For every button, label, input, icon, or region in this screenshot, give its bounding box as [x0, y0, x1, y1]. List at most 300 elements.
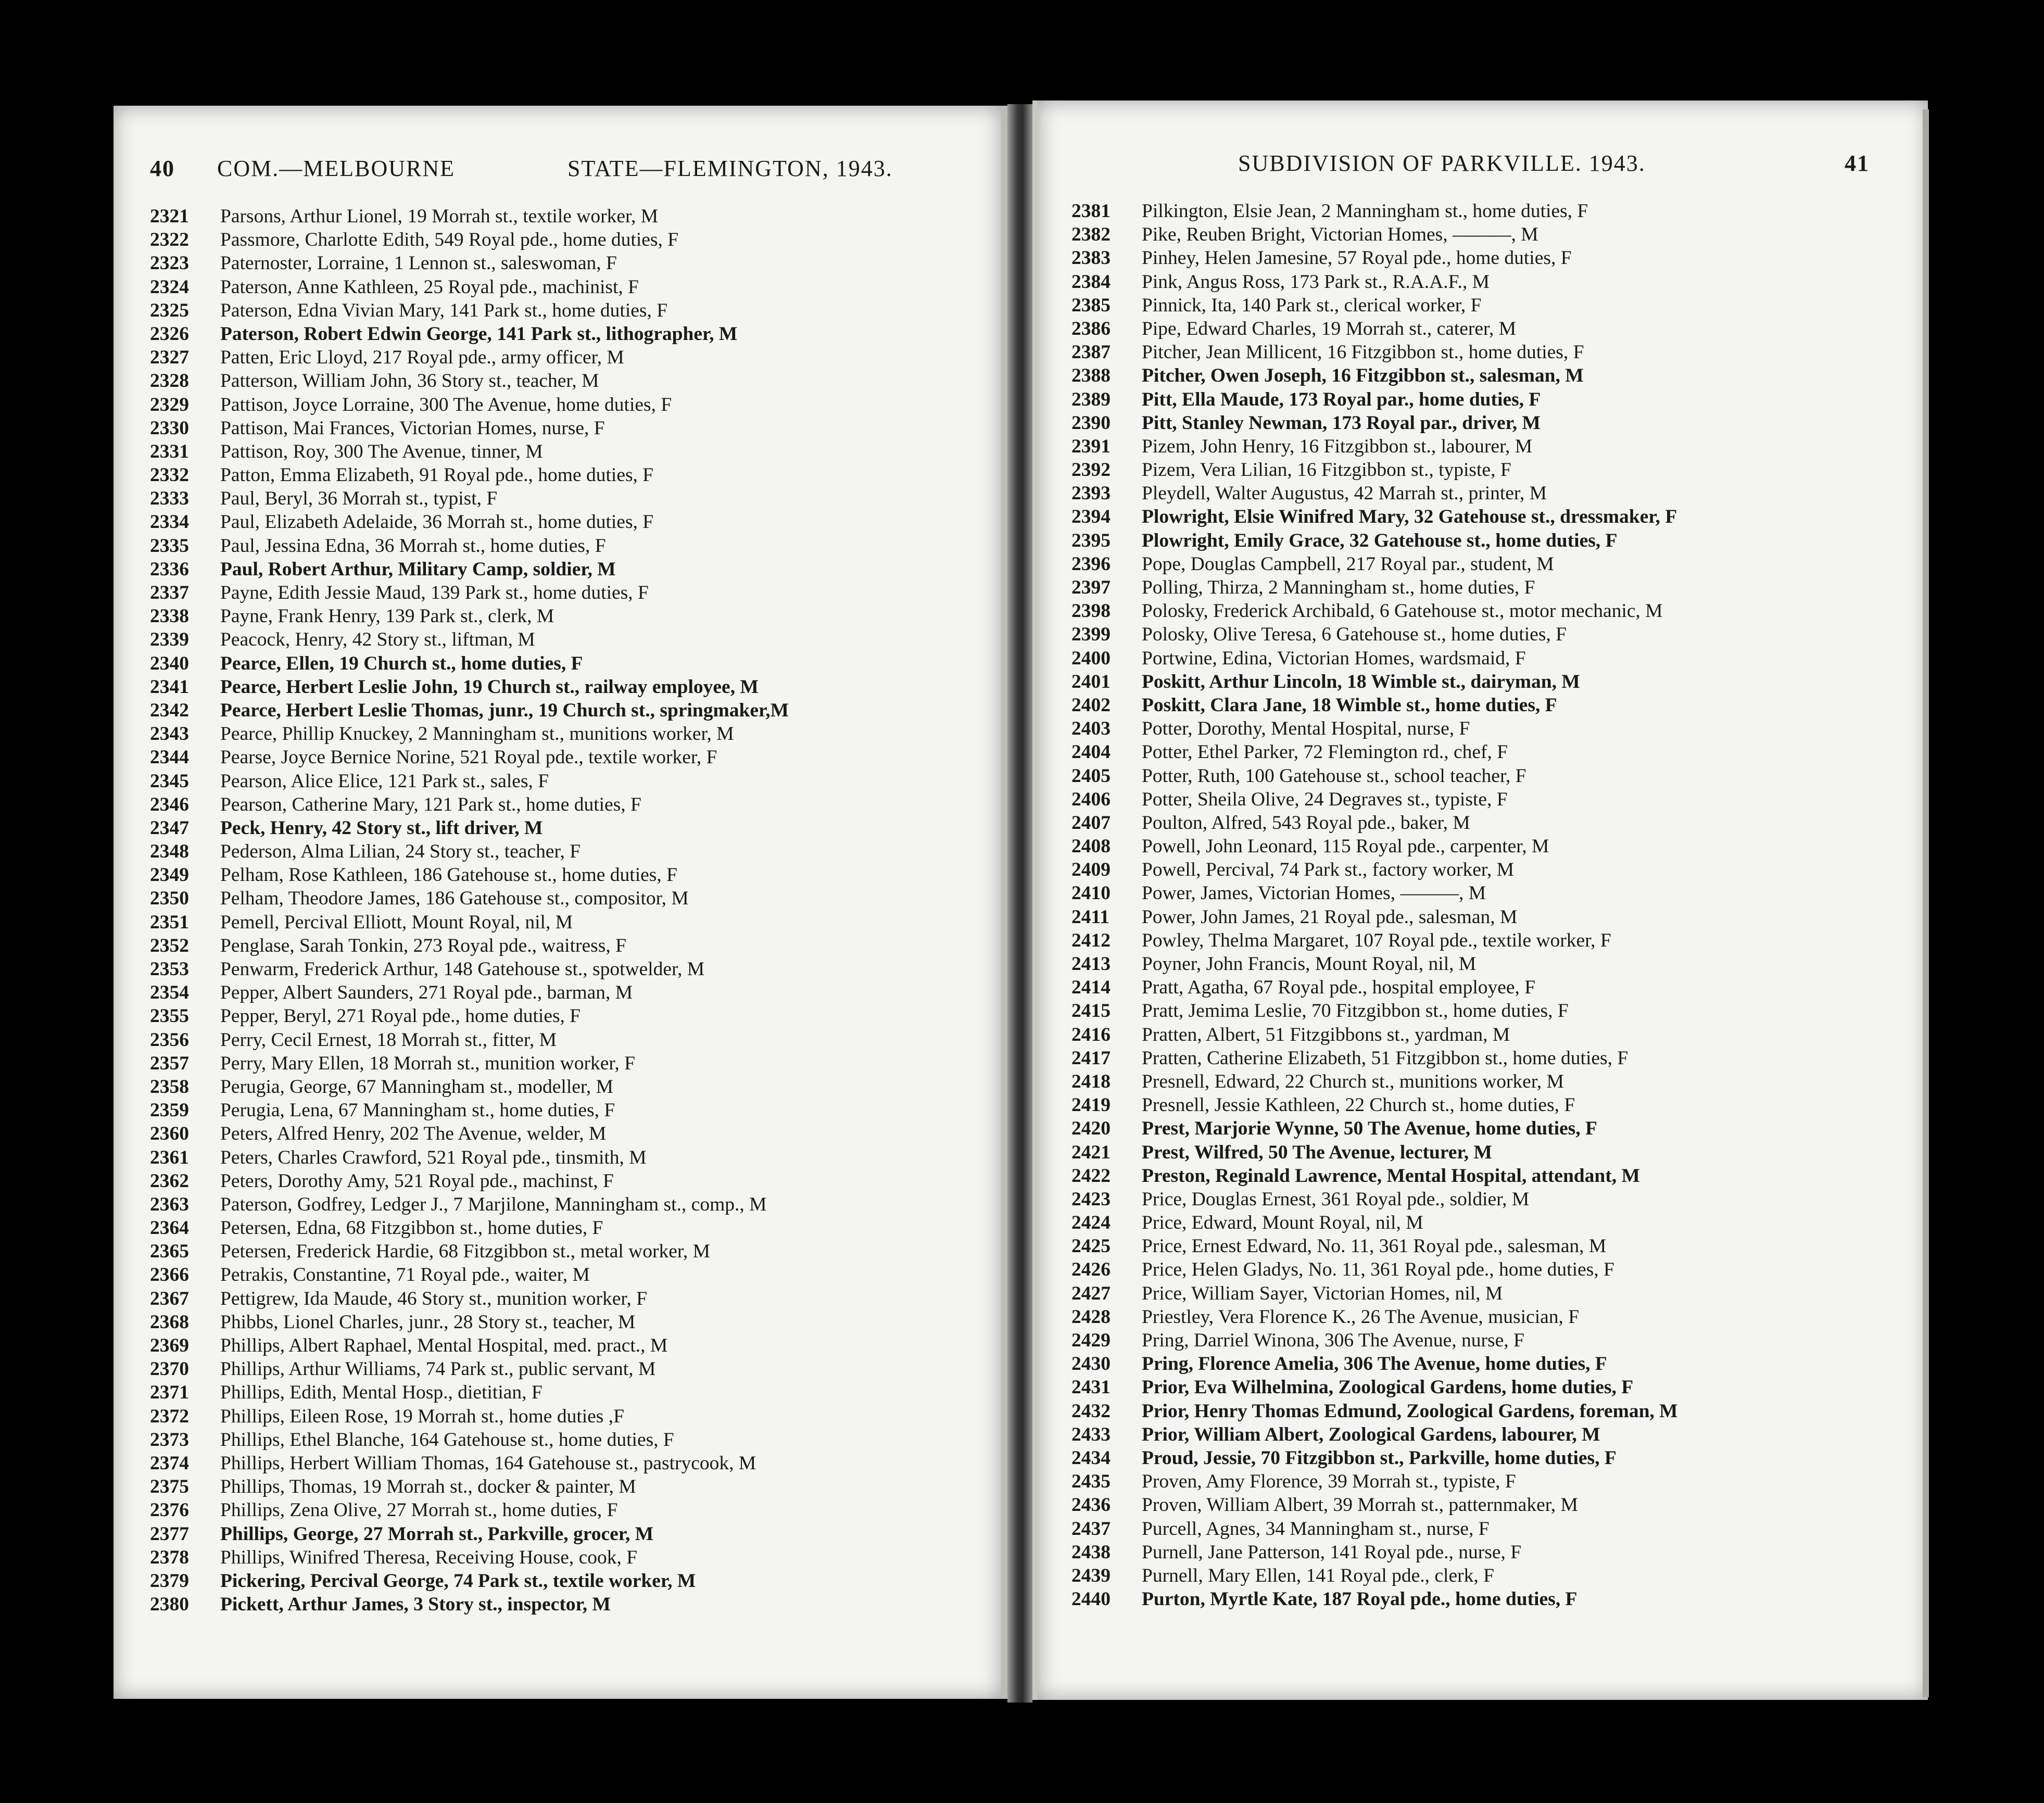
right-page-edge [1923, 109, 1929, 1697]
roll-entry [1071, 1329, 1678, 1352]
entry-text: Powell, John Leonard, 115 Royal pde., carpenter, M [1142, 836, 1549, 858]
entry-number: 2330 [150, 417, 189, 439]
entry-number: 2375 [150, 1476, 189, 1498]
entry-number: 2424 [1071, 1212, 1111, 1234]
entry-number: 2406 [1071, 788, 1111, 810]
roll-entry [1071, 223, 1678, 246]
entry-number: 2334 [150, 511, 189, 533]
right-page [1032, 100, 1928, 1700]
roll-entry [1071, 270, 1678, 294]
entry-number: 2379 [150, 1570, 189, 1592]
entry-text: Pitt, Ella Maude, 173 Royal par., home duties, F [1142, 388, 1541, 410]
roll-entry [1071, 929, 1678, 952]
roll-entry [1071, 529, 1678, 552]
roll-entry [1071, 764, 1678, 788]
entry-number: 2435 [1071, 1471, 1111, 1493]
entry-number: 2371 [150, 1382, 189, 1404]
entry-text: Plowright, Emily Grace, 32 Gatehouse st., home duties, F [1142, 529, 1618, 551]
roll-entry [150, 322, 789, 346]
roll-entry [1071, 1164, 1678, 1188]
entry-text: Pearce, Ellen, 19 Church st., home duties, F [220, 652, 583, 674]
entry-number: 2356 [150, 1029, 189, 1051]
entry-text: Perugia, George, 67 Manningham st., modeller, M [220, 1076, 613, 1098]
roll-entry [150, 1099, 789, 1122]
entry-text: Phillips, Herbert William Thomas, 164 Gatehouse st., pastrycook, M [220, 1452, 756, 1474]
entry-number: 2326 [150, 323, 189, 345]
roll-entry [1071, 364, 1678, 387]
entry-number: 2403 [1071, 718, 1111, 740]
entry-number: 2409 [1071, 859, 1111, 881]
entry-text: Pearce, Phillip Knuckey, 2 Manningham st., munitions worker, M [220, 723, 734, 745]
entry-text: Phillips, George, 27 Morrah st., Parkville, grocer, M [220, 1523, 654, 1545]
entry-text: Phibbs, Lionel Charles, junr., 28 Story st., teacher, M [220, 1311, 636, 1333]
roll-entry [1071, 788, 1678, 811]
entry-text: Prior, Henry Thomas Edmund, Zoological Gardens, foreman, M [1142, 1400, 1678, 1422]
roll-entry [150, 393, 789, 417]
entry-number: 2419 [1071, 1094, 1111, 1116]
entry-text: Phillips, Eileen Rose, 19 Morrah st., home duties ,F [220, 1405, 625, 1427]
entry-number: 2345 [150, 770, 189, 792]
roll-entry [1071, 976, 1678, 999]
right-page-header [1238, 150, 1646, 176]
entry-number: 2351 [150, 911, 189, 933]
entry-number: 2381 [1071, 200, 1111, 222]
entry-text: Pederson, Alma Lilian, 24 Story st., teacher, F [220, 841, 581, 863]
entry-number: 2372 [150, 1405, 189, 1427]
left-header-title: COM.—MELBOURNE [217, 156, 456, 181]
roll-entry [1071, 811, 1678, 835]
entry-text: Peters, Charles Crawford, 521 Royal pde., tinsmith, M [220, 1146, 647, 1168]
entry-number: 2329 [150, 394, 189, 415]
roll-entry [1071, 881, 1678, 905]
entry-text: Phillips, Zena Olive, 27 Morrah st., home duties, F [220, 1499, 618, 1521]
entry-text: Polosky, Frederick Archibald, 6 Gatehouse st., motor mechanic, M [1142, 600, 1663, 622]
left-page-number: 40 [150, 156, 175, 181]
entry-text: Phillips, Arthur Williams, 74 Park st., public servant, M [220, 1358, 656, 1380]
roll-entry [1071, 1493, 1678, 1517]
entry-number: 2376 [150, 1499, 189, 1521]
entry-number: 2383 [1071, 247, 1111, 269]
entry-number: 2369 [150, 1335, 189, 1356]
right-page-number: 41 [1845, 150, 1870, 176]
entry-number: 2412 [1071, 929, 1111, 951]
entry-text: Pope, Douglas Campbell, 217 Royal par., student, M [1142, 553, 1554, 575]
roll-entry [150, 534, 789, 558]
entry-text: Potter, Sheila Olive, 24 Degraves st., typiste, F [1142, 788, 1508, 810]
entry-text: Price, Edward, Mount Royal, nil, M [1142, 1212, 1423, 1234]
roll-entry [150, 275, 789, 299]
roll-entry [1071, 1070, 1678, 1093]
entry-text: Pearce, Herbert Leslie John, 19 Church st., railway employee, M [220, 676, 759, 698]
entry-text: Pratt, Jemima Leslie, 70 Fitzgibbon st., home duties, F [1142, 1000, 1569, 1022]
entry-text: Potter, Dorothy, Mental Hospital, nurse, F [1142, 718, 1470, 740]
entry-number: 2346 [150, 793, 189, 815]
entry-number: 2417 [1071, 1047, 1111, 1069]
entry-text: Pattison, Joyce Lorraine, 300 The Avenue, home duties, F [220, 394, 672, 415]
entry-number: 2386 [1071, 318, 1111, 339]
roll-entry [150, 981, 789, 1004]
entry-number: 2387 [1071, 342, 1111, 363]
roll-entry [1071, 1376, 1678, 1399]
entry-text: Prior, William Albert, Zoological Gardens, labourer, M [1142, 1423, 1600, 1445]
entry-number: 2340 [150, 652, 189, 674]
roll-entry [150, 1334, 789, 1357]
entry-text: Phillips, Winifred Theresa, Receiving House, cook, F [220, 1546, 638, 1568]
roll-entry [1071, 388, 1678, 411]
entry-number: 2321 [150, 206, 189, 227]
entry-number: 2405 [1071, 765, 1111, 787]
entry-number: 2343 [150, 723, 189, 745]
entry-text: Pipe, Edward Charles, 19 Morrah st., caterer, M [1142, 318, 1517, 339]
entry-number: 2400 [1071, 647, 1111, 669]
entry-text: Pattison, Mai Frances, Victorian Homes, nurse, F [220, 417, 605, 439]
roll-entry [150, 1569, 789, 1593]
entry-text: Pearce, Herbert Leslie Thomas, junr., 19 Church st., springmaker,M [220, 699, 789, 721]
entry-number: 2440 [1071, 1588, 1111, 1610]
entry-text: Pink, Angus Ross, 173 Park st., R.A.A.F., M [1142, 271, 1490, 293]
entry-number: 2331 [150, 440, 189, 462]
roll-entry [150, 911, 789, 934]
entry-text: Paul, Robert Arthur, Military Camp, soldier, M [220, 558, 616, 580]
entry-text: Poyner, John Francis, Mount Royal, nil, M [1142, 953, 1477, 975]
entry-text: Peacock, Henry, 42 Story st., liftman, M [220, 629, 535, 651]
entry-number: 2428 [1071, 1306, 1111, 1328]
entry-number: 2416 [1071, 1024, 1111, 1045]
entry-number: 2342 [150, 699, 189, 721]
roll-entry [150, 1122, 789, 1145]
entry-number: 2429 [1071, 1330, 1111, 1351]
entry-text: Pepper, Albert Saunders, 271 Royal pde., barman, M [220, 982, 633, 1004]
entry-number: 2374 [150, 1452, 189, 1474]
roll-entry [1071, 1587, 1678, 1611]
entry-number: 2322 [150, 229, 189, 251]
entry-text: Pattison, Roy, 300 The Avenue, tinner, M [220, 440, 543, 462]
entry-number: 2377 [150, 1523, 189, 1545]
entry-number: 2410 [1071, 882, 1111, 904]
roll-entry [150, 1240, 789, 1263]
roll-entry [1071, 952, 1678, 976]
entry-text: Petersen, Frederick Hardie, 68 Fitzgibbon st., metal worker, M [220, 1241, 710, 1263]
roll-entry [1071, 717, 1678, 740]
entry-number: 2404 [1071, 741, 1111, 763]
roll-entry [150, 1475, 789, 1498]
entry-number: 2358 [150, 1076, 189, 1098]
entry-number: 2434 [1071, 1447, 1111, 1469]
roll-entry [150, 1193, 789, 1216]
roll-entry [150, 699, 789, 722]
entry-number: 2436 [1071, 1494, 1111, 1516]
entry-number: 2408 [1071, 836, 1111, 858]
entry-number: 2349 [150, 864, 189, 886]
entry-number: 2414 [1071, 977, 1111, 999]
entry-text: Perry, Mary Ellen, 18 Morrah st., munition worker, F [220, 1052, 635, 1074]
roll-entry [150, 863, 789, 887]
entry-text: Prest, Wilfred, 50 The Avenue, lecturer, M [1142, 1141, 1492, 1163]
roll-entry [1071, 1564, 1678, 1587]
roll-entry [1071, 411, 1678, 435]
entry-number: 2332 [150, 464, 189, 486]
roll-entry [1071, 317, 1678, 341]
roll-entry [1071, 1093, 1678, 1117]
roll-entry [150, 934, 789, 957]
entry-text: Poulton, Alfred, 543 Royal pde., baker, M [1142, 812, 1470, 834]
entry-text: Pettigrew, Ida Maude, 46 Story st., munition worker, F [220, 1288, 647, 1309]
entry-number: 2425 [1071, 1235, 1111, 1257]
entry-number: 2402 [1071, 694, 1111, 716]
entry-number: 2325 [150, 299, 189, 321]
entry-number: 2415 [1071, 1000, 1111, 1022]
roll-entry [150, 770, 789, 793]
entry-text: Phillips, Edith, Mental Hosp., dietitian, F [220, 1382, 542, 1404]
entry-number: 2337 [150, 582, 189, 603]
roll-entry [1071, 1047, 1678, 1070]
roll-entry [150, 558, 789, 581]
entry-number: 2392 [1071, 459, 1111, 481]
entry-number: 2350 [150, 888, 189, 910]
roll-entry [150, 205, 789, 228]
entry-text: Phillips, Albert Raphael, Mental Hospital, med. pract., M [220, 1335, 668, 1356]
roll-entry [1071, 647, 1678, 670]
entry-number: 2438 [1071, 1541, 1111, 1563]
roll-entry [150, 604, 789, 628]
entry-number: 2324 [150, 276, 189, 298]
roll-entry [150, 1498, 789, 1522]
roll-entry [150, 346, 789, 369]
roll-entry [150, 1146, 789, 1169]
roll-entry [150, 1216, 789, 1240]
entry-text: Penglase, Sarah Tonkin, 273 Royal pde., waitress, F [220, 935, 626, 956]
entry-number: 2362 [150, 1170, 189, 1192]
entry-text: Potter, Ruth, 100 Gatehouse st., school teacher, F [1142, 765, 1526, 787]
entry-number: 2396 [1071, 553, 1111, 575]
entry-text: Price, Ernest Edward, No. 11, 361 Royal pde., salesman, M [1142, 1235, 1607, 1257]
entry-text: Presnell, Jessie Kathleen, 22 Church st., home duties, F [1142, 1094, 1575, 1116]
roll-entry [150, 1381, 789, 1404]
roll-entry [150, 793, 789, 816]
entry-number: 2394 [1071, 506, 1111, 528]
entry-text: Portwine, Edina, Victorian Homes, wardsmaid, F [1142, 647, 1526, 669]
entry-text: Paul, Beryl, 36 Morrah st., typist, F [220, 488, 498, 510]
entry-text: Perugia, Lena, 67 Manningham st., home duties, F [220, 1100, 615, 1121]
roll-entry [1071, 435, 1678, 458]
roll-entry [150, 1452, 789, 1475]
entry-text: Poskitt, Clara Jane, 18 Wimble st., home duties, F [1142, 694, 1557, 716]
roll-entry [150, 1428, 789, 1452]
entry-number: 2384 [1071, 271, 1111, 293]
entry-number: 2378 [150, 1546, 189, 1568]
entry-text: Pinnick, Ita, 140 Park st., clerical worker, F [1142, 294, 1482, 316]
entry-number: 2423 [1071, 1188, 1111, 1210]
roll-entry [150, 1028, 789, 1052]
entry-text: Passmore, Charlotte Edith, 549 Royal pde., home duties, F [220, 229, 679, 251]
entry-text: Pike, Reuben Bright, Victorian Homes, ———, M [1142, 224, 1538, 246]
roll-entry [150, 1075, 789, 1099]
entry-text: Petersen, Edna, 68 Fitzgibbon st., home duties, F [220, 1217, 603, 1239]
entry-text: Phillips, Ethel Blanche, 164 Gatehouse st., home duties, F [220, 1429, 674, 1451]
entry-number: 2418 [1071, 1070, 1111, 1092]
entry-number: 2397 [1071, 577, 1111, 598]
entry-text: Payne, Edith Jessie Maud, 139 Park st., home duties, F [220, 582, 649, 603]
entry-text: Proven, Amy Florence, 39 Morrah st., typiste, F [1142, 1471, 1516, 1493]
roll-entry [1071, 1352, 1678, 1376]
entry-number: 2328 [150, 370, 189, 392]
roll-entry [1071, 1470, 1678, 1493]
entry-number: 2399 [1071, 624, 1111, 646]
entry-number: 2365 [150, 1241, 189, 1263]
entry-text: Pizem, Vera Lilian, 16 Fitzgibbon st., typiste, F [1142, 459, 1511, 481]
entry-text: Pearse, Joyce Bernice Norine, 521 Royal pde., textile worker, F [220, 747, 717, 768]
roll-entry [150, 228, 789, 251]
roll-entry [150, 1546, 789, 1569]
entry-text: Paul, Elizabeth Adelaide, 36 Morrah st., home duties, F [220, 511, 654, 533]
entry-number: 2431 [1071, 1377, 1111, 1398]
entry-text: Paul, Jessina Edna, 36 Morrah st., home duties, F [220, 535, 606, 557]
entry-text: Paterson, Godfrey, Ledger J., 7 Marjilone, Manningham st., comp., M [220, 1193, 767, 1215]
entry-text: Paterson, Robert Edwin George, 141 Park st., lithographer, M [220, 323, 738, 345]
entry-number: 2323 [150, 253, 189, 274]
entry-number: 2347 [150, 817, 189, 839]
entry-text: Peters, Alfred Henry, 202 The Avenue, welder, M [220, 1123, 607, 1145]
left-header-subtitle: STATE—FLEMINGTON, 1943. [567, 156, 893, 181]
entry-number: 2367 [150, 1288, 189, 1309]
entry-number: 2401 [1071, 671, 1111, 692]
entry-number: 2380 [150, 1594, 189, 1616]
entry-text: Paterson, Edna Vivian Mary, 141 Park st., home duties, F [220, 299, 668, 321]
entry-text: Polling, Thirza, 2 Manningham st., home duties, F [1142, 577, 1535, 598]
entry-number: 2341 [150, 676, 189, 698]
roll-entry [150, 722, 789, 746]
roll-entry [1071, 1211, 1678, 1234]
entry-number: 2411 [1071, 906, 1109, 928]
entry-text: Patten, Eric Lloyd, 217 Royal pde., army officer, M [220, 347, 624, 369]
entry-number: 2363 [150, 1193, 189, 1215]
entry-text: Parsons, Arthur Lionel, 19 Morrah st., textile worker, M [220, 206, 659, 227]
entry-text: Pring, Darriel Winona, 306 The Avenue, nurse, F [1142, 1330, 1524, 1351]
entry-number: 2355 [150, 1005, 189, 1027]
entry-number: 2430 [1071, 1353, 1111, 1375]
roll-entry [150, 1263, 789, 1287]
roll-entry [150, 1052, 789, 1075]
roll-entry [1071, 858, 1678, 881]
entry-text: Pleydell, Walter Augustus, 42 Marrah st., printer, M [1142, 483, 1547, 505]
entry-text: Purcell, Agnes, 34 Manningham st., nurse, F [1142, 1518, 1490, 1540]
roll-entry [150, 957, 789, 981]
entry-text: Petrakis, Constantine, 71 Royal pde., waiter, M [220, 1264, 590, 1286]
entry-number: 2388 [1071, 365, 1111, 387]
entry-text: Pemell, Percival Elliott, Mount Royal, nil, M [220, 911, 573, 933]
entry-text: Price, Helen Gladys, No. 11, 361 Royal pde., home duties, F [1142, 1259, 1614, 1281]
roll-entry [150, 1169, 789, 1193]
entry-text: Peck, Henry, 42 Story st., lift driver, M [220, 817, 543, 839]
entry-text: Preston, Reginald Lawrence, Mental Hospital, attendant, M [1142, 1165, 1640, 1187]
entry-number: 2385 [1071, 294, 1111, 316]
roll-entry [1071, 1517, 1678, 1541]
roll-entry [1071, 999, 1678, 1023]
entry-text: Paternoster, Lorraine, 1 Lennon st., saleswoman, F [220, 253, 617, 274]
entry-number: 2336 [150, 558, 189, 580]
entry-text: Payne, Frank Henry, 139 Park st., clerk, M [220, 606, 554, 627]
entry-number: 2370 [150, 1358, 189, 1380]
roll-entry [1071, 199, 1678, 223]
entry-number: 2432 [1071, 1400, 1111, 1422]
roll-entry [1071, 1446, 1678, 1470]
roll-entry [150, 487, 789, 510]
left-page-header [150, 155, 893, 182]
entry-number: 2360 [150, 1123, 189, 1145]
right-entry-list [1071, 199, 1678, 1611]
entry-text: Power, James, Victorian Homes, ———, M [1142, 882, 1486, 904]
entry-text: Proven, William Albert, 39 Morrah st., patternmaker, M [1142, 1494, 1578, 1516]
entry-text: Plowright, Elsie Winifred Mary, 32 Gatehouse st., dressmaker, F [1142, 506, 1677, 528]
roll-entry [1071, 1258, 1678, 1281]
entry-number: 2426 [1071, 1259, 1111, 1281]
entry-text: Polosky, Olive Teresa, 6 Gatehouse st., home duties, F [1142, 624, 1567, 646]
entry-text: Poskitt, Arthur Lincoln, 18 Wimble st., dairyman, M [1142, 671, 1580, 692]
roll-entry [1071, 1234, 1678, 1258]
entry-text: Purnell, Mary Ellen, 141 Royal pde., clerk, F [1142, 1565, 1494, 1586]
entry-number: 2353 [150, 959, 189, 980]
entry-text: Purton, Myrtle Kate, 187 Royal pde., home duties, F [1142, 1588, 1578, 1610]
entry-text: Patterson, William John, 36 Story st., teacher, M [220, 370, 599, 392]
entry-number: 2413 [1071, 953, 1111, 975]
roll-entry [150, 1310, 789, 1334]
roll-entry [1071, 1282, 1678, 1305]
entry-text: Pratten, Albert, 51 Fitzgibbons st., yardman, M [1142, 1024, 1510, 1045]
entry-text: Pratten, Catherine Elizabeth, 51 Fitzgibbon st., home duties, F [1142, 1047, 1629, 1069]
roll-entry [1071, 246, 1678, 270]
roll-entry [150, 1405, 789, 1428]
roll-entry [150, 1004, 789, 1028]
entry-text: Pearson, Catherine Mary, 121 Park st., home duties, F [220, 793, 641, 815]
right-header-title: SUBDIVISION OF PARKVILLE. 1943. [1238, 150, 1646, 176]
roll-entry [1071, 576, 1678, 599]
roll-entry [1071, 1023, 1678, 1047]
roll-entry [1071, 694, 1678, 717]
entry-number: 2344 [150, 747, 189, 768]
roll-entry [150, 581, 789, 604]
entry-number: 2389 [1071, 388, 1111, 410]
roll-entry [150, 1593, 789, 1616]
roll-entry [150, 675, 789, 699]
roll-entry [150, 652, 789, 675]
roll-entry [1071, 1188, 1678, 1211]
roll-entry [150, 746, 789, 769]
entry-text: Pitcher, Owen Joseph, 16 Fitzgibbon st., salesman, M [1142, 365, 1584, 387]
entry-number: 2338 [150, 606, 189, 627]
entry-number: 2420 [1071, 1118, 1111, 1140]
roll-entry [150, 816, 789, 840]
entry-number: 2390 [1071, 412, 1111, 434]
entry-text: Pratt, Agatha, 67 Royal pde., hospital employee, F [1142, 977, 1536, 999]
roll-entry [1071, 623, 1678, 646]
roll-entry [1071, 1117, 1678, 1140]
entry-number: 2354 [150, 982, 189, 1004]
left-entry-list [150, 205, 789, 1616]
entry-number: 2366 [150, 1264, 189, 1286]
entry-number: 2407 [1071, 812, 1111, 834]
roll-entry [1071, 670, 1678, 694]
entry-text: Pizem, John Henry, 16 Fitzgibbon st., labourer, M [1142, 435, 1533, 457]
roll-entry [150, 510, 789, 534]
roll-entry [150, 440, 789, 463]
entry-text: Price, Douglas Ernest, 361 Royal pde., soldier, M [1142, 1188, 1530, 1210]
roll-entry [150, 1357, 789, 1381]
roll-entry [150, 628, 789, 651]
roll-entry [150, 369, 789, 393]
roll-entry [1071, 905, 1678, 929]
entry-text: Pickett, Arthur James, 3 Story st., inspector, M [220, 1594, 611, 1616]
entry-text: Pelham, Theodore James, 186 Gatehouse st., compositor, M [220, 888, 689, 910]
